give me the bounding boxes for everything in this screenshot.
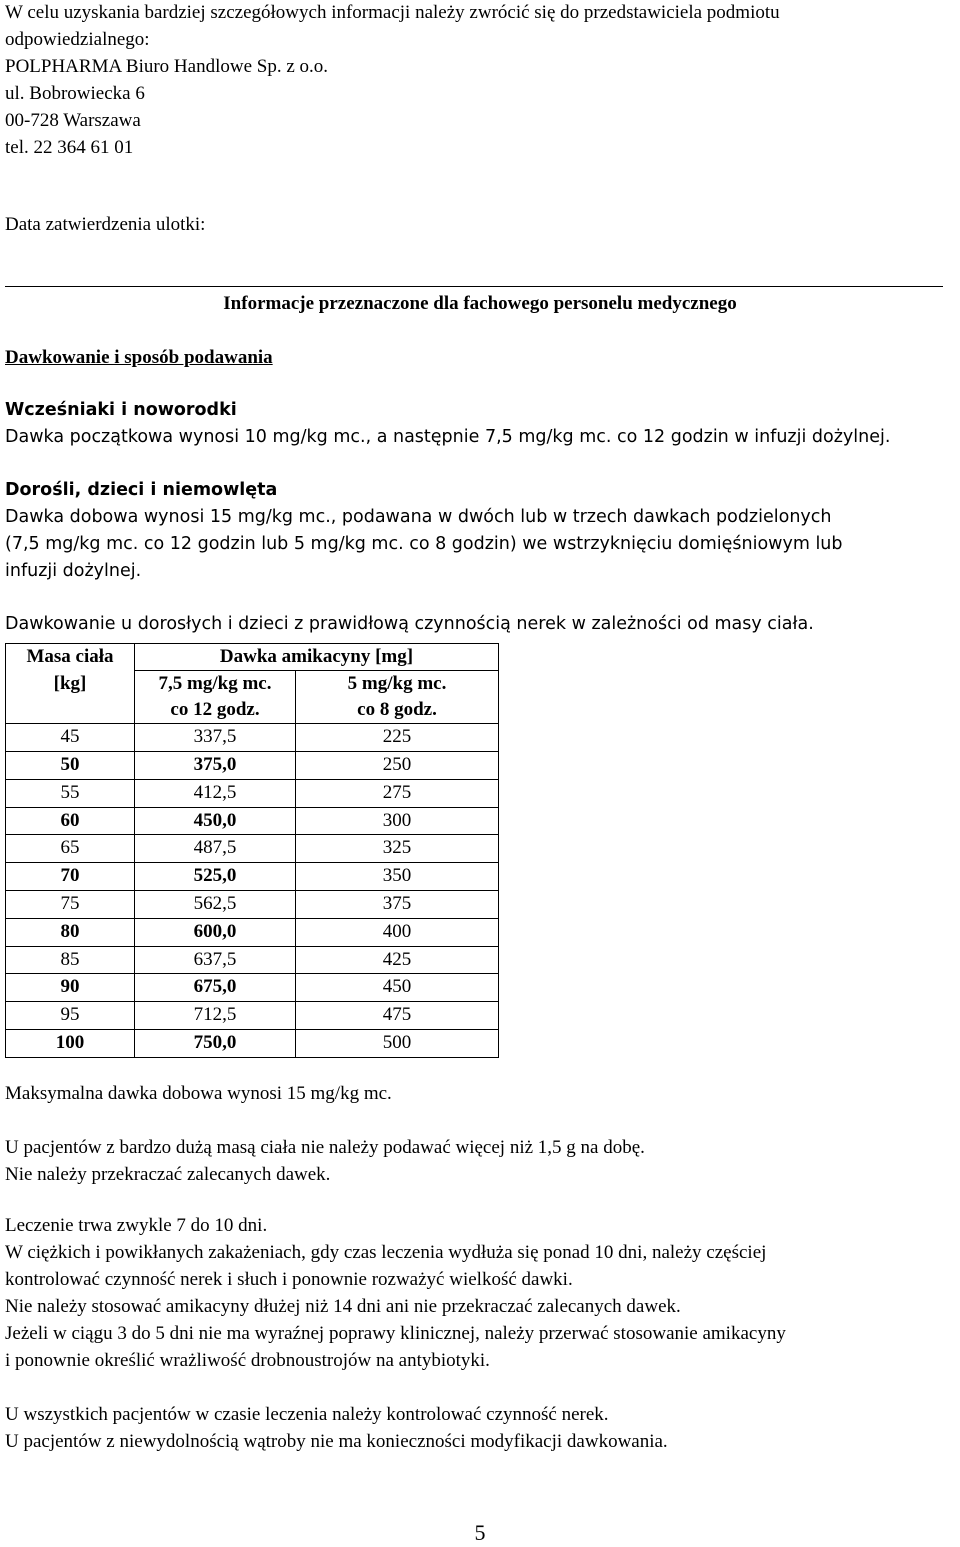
table-row bbox=[6, 1030, 499, 1058]
header-dose-b-line2: co 8 godz. bbox=[357, 699, 437, 721]
treatment-line: W ciężkich i powikłanych zakażeniach, gdy czas leczenia wydłuża się ponad 10 dni, należy częściej bbox=[5, 1242, 767, 1263]
header-mass-line2 bbox=[6, 671, 135, 724]
header-dose-b-line1: 5 mg/kg mc. bbox=[347, 673, 447, 695]
treatment-line: Nie należy stosować amikacyny dłużej niż 14 dni ani nie przekraczać zalecanych dawek. bbox=[5, 1296, 681, 1317]
header-mass-unit: [kg] bbox=[53, 672, 87, 694]
dose-b-cell: 325 bbox=[296, 835, 499, 863]
dose-a-cell: 750,0 bbox=[135, 1030, 296, 1058]
treatment-line: Leczenie trwa zwykle 7 do 10 dni. bbox=[5, 1215, 268, 1236]
contact-info bbox=[5, 0, 780, 161]
table-row bbox=[6, 946, 499, 974]
obese-line: Nie należy przekraczać zalecanych dawek. bbox=[5, 1164, 331, 1185]
mass-cell: 65 bbox=[6, 835, 135, 863]
dose-b-cell: 500 bbox=[296, 1030, 499, 1058]
dose-b-cell: 300 bbox=[296, 807, 499, 835]
dose-b-cell: 400 bbox=[296, 918, 499, 946]
company-name: POLPHARMA Biuro Handlowe Sp. z o.o. bbox=[5, 56, 329, 77]
mass-cell: 85 bbox=[6, 946, 135, 974]
approval-date-label: Data zatwierdzenia ulotki: bbox=[5, 214, 206, 235]
preterm-section bbox=[5, 397, 890, 451]
table-row bbox=[6, 863, 499, 891]
dose-b-cell: 450 bbox=[296, 974, 499, 1002]
treatment-line: kontrolować czynność nerek i słuch i ponownie rozważyć wielkość dawki. bbox=[5, 1269, 573, 1290]
mass-cell: 75 bbox=[6, 891, 135, 919]
horizontal-divider bbox=[5, 286, 943, 287]
mass-cell: 55 bbox=[6, 779, 135, 807]
dose-a-cell: 712,5 bbox=[135, 1002, 296, 1030]
dose-a-cell: 375,0 bbox=[135, 752, 296, 780]
dose-b-cell: 425 bbox=[296, 946, 499, 974]
dose-b-cell: 375 bbox=[296, 891, 499, 919]
obese-line: U pacjentów z bardzo dużą masą ciała nie należy podawać więcej niż 1,5 g na dobę. bbox=[5, 1137, 645, 1158]
mass-cell: 60 bbox=[6, 807, 135, 835]
dose-b-cell: 350 bbox=[296, 863, 499, 891]
adults-section bbox=[5, 477, 843, 585]
dose-a-cell: 337,5 bbox=[135, 724, 296, 752]
dose-b-cell: 225 bbox=[296, 724, 499, 752]
adults-text-line: Dawka dobowa wynosi 15 mg/kg mc., podawana w dwóch lub w trzech dawkach podzielonych bbox=[5, 507, 832, 527]
mass-cell: 45 bbox=[6, 724, 135, 752]
dose-table bbox=[5, 643, 499, 1058]
monitoring-line: U wszystkich pacjentów w czasie leczenia należy kontrolować czynność nerek. bbox=[5, 1404, 609, 1425]
contact-line: odpowiedzialnego: bbox=[5, 29, 150, 50]
dose-b-cell: 475 bbox=[296, 1002, 499, 1030]
table-row bbox=[6, 1002, 499, 1030]
treatment-section bbox=[5, 1212, 786, 1374]
postal-city: 00-728 Warszawa bbox=[5, 110, 141, 131]
header-dose-a-line1: 7,5 mg/kg mc. bbox=[158, 673, 272, 695]
dose-b-cell: 275 bbox=[296, 779, 499, 807]
header-mass-line1: Masa ciała bbox=[6, 644, 135, 671]
max-dose-text: Maksymalna dawka dobowa wynosi 15 mg/kg mc. bbox=[5, 1083, 392, 1104]
preterm-heading: Wcześniaki i noworodki bbox=[5, 400, 237, 420]
table-row bbox=[6, 752, 499, 780]
mass-cell: 80 bbox=[6, 918, 135, 946]
professional-info-heading: Informacje przeznaczone dla fachowego personelu medycznego bbox=[223, 293, 737, 314]
dose-a-cell: 600,0 bbox=[135, 918, 296, 946]
mass-cell: 70 bbox=[6, 863, 135, 891]
table-row bbox=[6, 779, 499, 807]
table-row bbox=[6, 807, 499, 835]
table-row bbox=[6, 918, 499, 946]
table-intro: Dawkowanie u dorosłych i dzieci z prawidłową czynnością nerek w zależności od masy ciała. bbox=[5, 614, 814, 634]
dose-a-cell: 412,5 bbox=[135, 779, 296, 807]
header-dose-group: Dawka amikacyny [mg] bbox=[135, 644, 499, 671]
adults-text-line: (7,5 mg/kg mc. co 12 godzin lub 5 mg/kg mc. co 8 godzin) we wstrzyknięciu domięśniowym lub bbox=[5, 534, 843, 554]
dose-a-cell: 637,5 bbox=[135, 946, 296, 974]
table-row bbox=[6, 835, 499, 863]
mass-cell: 95 bbox=[6, 1002, 135, 1030]
phone: tel. 22 364 61 01 bbox=[5, 137, 134, 158]
obese-section bbox=[5, 1134, 645, 1188]
adults-heading: Dorośli, dzieci i niemowlęta bbox=[5, 480, 278, 500]
header-dose-a-line2: co 12 godz. bbox=[170, 699, 260, 721]
dose-a-cell: 487,5 bbox=[135, 835, 296, 863]
table-row bbox=[6, 974, 499, 1002]
monitoring-section bbox=[5, 1401, 668, 1455]
table-row bbox=[6, 891, 499, 919]
dose-a-cell: 450,0 bbox=[135, 807, 296, 835]
monitoring-line: U pacjentów z niewydolnością wątroby nie ma konieczności modyfikacji dawkowania. bbox=[5, 1431, 668, 1452]
mass-cell: 50 bbox=[6, 752, 135, 780]
page-number: 5 bbox=[474, 1520, 486, 1545]
mass-cell: 90 bbox=[6, 974, 135, 1002]
dose-b-cell: 250 bbox=[296, 752, 499, 780]
dose-a-cell: 675,0 bbox=[135, 974, 296, 1002]
street-address: ul. Bobrowiecka 6 bbox=[5, 83, 145, 104]
header-dose-b bbox=[296, 671, 499, 724]
section-heading: Dawkowanie i sposób podawania bbox=[5, 347, 273, 368]
preterm-text: Dawka początkowa wynosi 10 mg/kg mc., a następnie 7,5 mg/kg mc. co 12 godzin w infuzji dożylnej. bbox=[5, 427, 891, 447]
adults-text-line: infuzji dożylnej. bbox=[5, 561, 142, 581]
contact-line: W celu uzyskania bardziej szczegółowych informacji należy zwrócić się do przedstawiciela podmiotu bbox=[5, 2, 780, 23]
mass-cell: 100 bbox=[6, 1030, 135, 1058]
treatment-line: i ponownie określić wrażliwość drobnoustrojów na antybiotyki. bbox=[5, 1350, 490, 1371]
header-dose-a bbox=[135, 671, 296, 724]
treatment-line: Jeżeli w ciągu 3 do 5 dni nie ma wyraźnej poprawy klinicznej, należy przerwać stosowanie amikacyny bbox=[5, 1323, 786, 1344]
dose-a-cell: 562,5 bbox=[135, 891, 296, 919]
dose-a-cell: 525,0 bbox=[135, 863, 296, 891]
table-row bbox=[6, 724, 499, 752]
